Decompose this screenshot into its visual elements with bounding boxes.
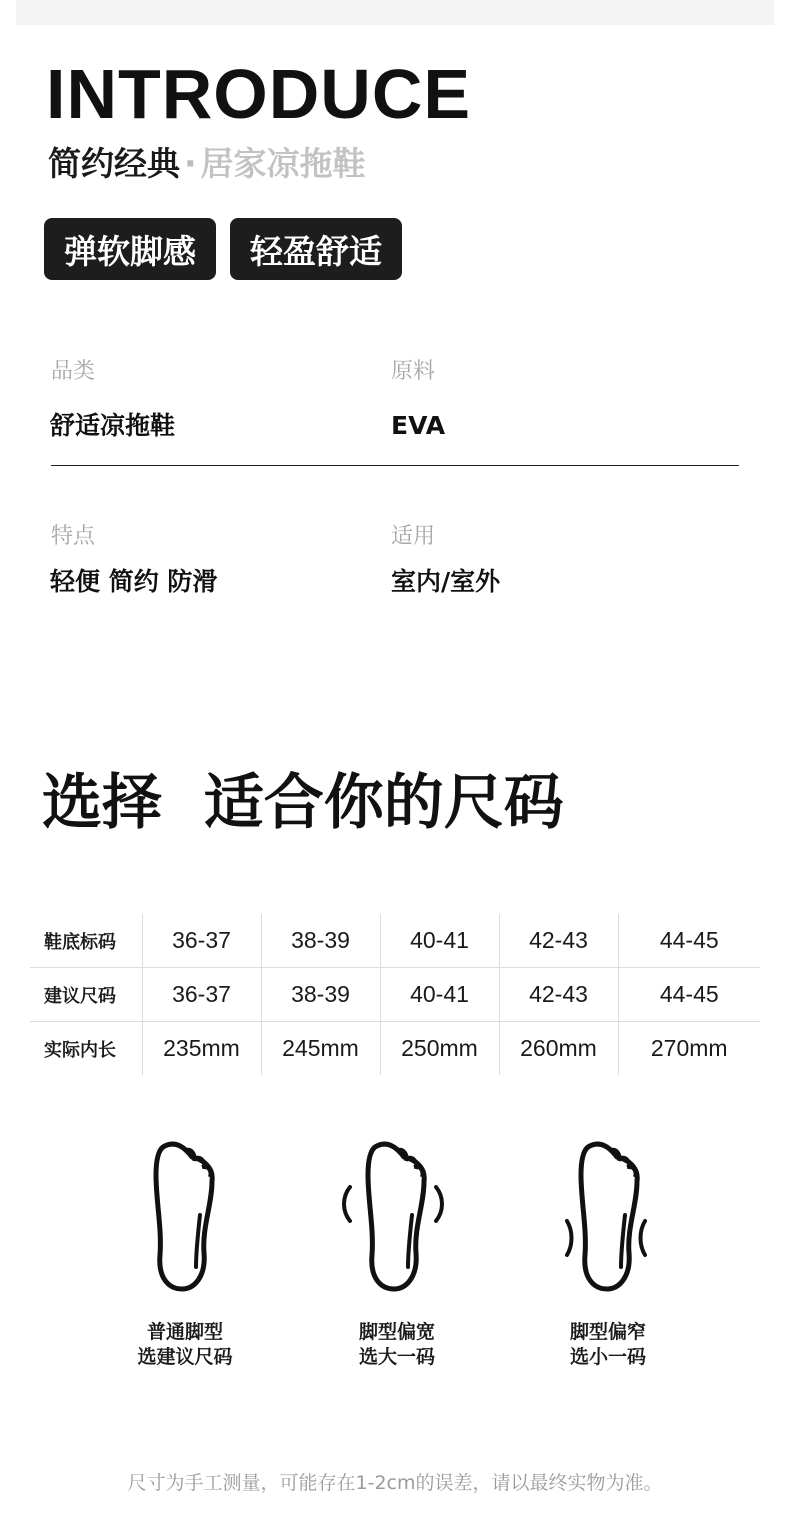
table-cell: 42-43 [499, 914, 618, 968]
table-cell: 245mm [261, 1022, 380, 1076]
attr-value-features: 轻便 简约 防滑 [50, 567, 218, 596]
table-cell: 40-41 [380, 968, 499, 1022]
attr-label-material: 原料 [391, 359, 436, 384]
foot-caption-line: 选小一码 [569, 1346, 646, 1368]
table-cell: 40-41 [380, 914, 499, 968]
foot-caption-narrow [508, 1320, 708, 1370]
intro-subtitle [48, 142, 366, 186]
attr-divider [51, 465, 739, 466]
row-label-sole-size: 鞋底标码 [44, 931, 116, 953]
table-row [30, 968, 760, 1022]
foot-caption-line: 脚型偏窄 [569, 1321, 646, 1343]
intro-title: INTRODUCE [46, 55, 472, 133]
subtitle-secondary: 居家凉拖鞋 [200, 144, 366, 183]
attr-value-category: 舒适凉拖鞋 [50, 411, 176, 440]
table-row [30, 1022, 760, 1076]
attr-value-usage: 室内/室外 [391, 567, 501, 596]
table-cell: 36-37 [142, 968, 261, 1022]
foot-normal-icon [120, 1135, 250, 1295]
table-cell: 270mm [618, 1022, 760, 1076]
size-table [30, 914, 760, 1075]
foot-caption-line: 普通脚型 [146, 1321, 223, 1343]
feature-tag: 弹软脚感 [44, 218, 216, 280]
subtitle-separator: · [184, 144, 197, 183]
subtitle-primary: 简约经典 [48, 144, 180, 183]
feature-tag: 轻盈舒适 [230, 218, 402, 280]
table-cell: 44-45 [618, 968, 760, 1022]
attr-label-features: 特点 [51, 524, 96, 549]
attr-label-category: 品类 [51, 359, 96, 384]
table-cell: 250mm [380, 1022, 499, 1076]
measurement-disclaimer: 尺寸为手工测量，可能存在1-2cm的误差，请以最终实物为准。 [127, 1472, 663, 1494]
attr-label-usage: 适用 [391, 524, 436, 549]
foot-caption-normal [85, 1320, 285, 1370]
table-cell: 260mm [499, 1022, 618, 1076]
table-cell: 44-45 [618, 914, 760, 968]
top-banner-strip [16, 0, 774, 25]
foot-caption-line: 脚型偏宽 [358, 1321, 435, 1343]
table-cell: 38-39 [261, 914, 380, 968]
table-cell: 235mm [142, 1022, 261, 1076]
row-label-inner-length: 实际内长 [30, 1022, 142, 1076]
foot-caption-wide [297, 1320, 497, 1370]
foot-wide-icon [332, 1135, 462, 1295]
table-row [30, 914, 760, 968]
table-cell: 38-39 [261, 968, 380, 1022]
attr-value-material: EVA [391, 411, 446, 440]
foot-narrow-icon [545, 1135, 675, 1295]
row-label-suggested-size: 建议尺码 [30, 968, 142, 1022]
table-cell: 36-37 [142, 914, 261, 968]
foot-caption-line: 选大一码 [358, 1346, 435, 1368]
foot-caption-line: 选建议尺码 [137, 1346, 233, 1368]
table-cell: 42-43 [499, 968, 618, 1022]
size-heading: 选择 适合你的尺码 [42, 768, 564, 838]
